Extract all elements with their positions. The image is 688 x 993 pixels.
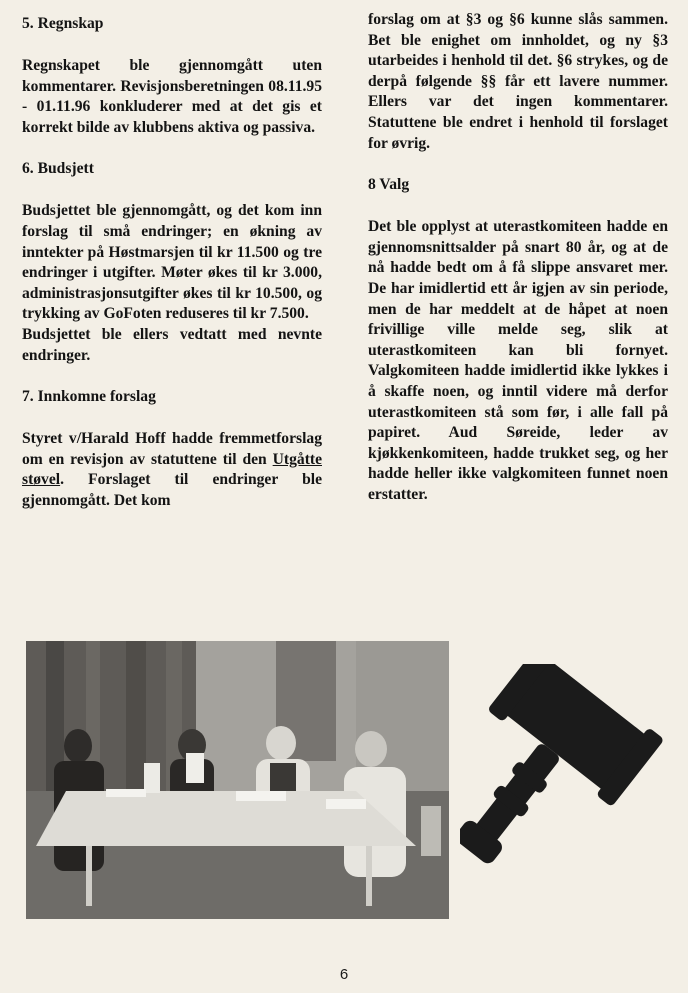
forslag-emphasis: Utgåtte støvel [22, 450, 322, 489]
section-text-valg: Det ble opplyst at uterastkomiteen hadde en gjennomsnittsalder på snart 80 år, og at de nå hadde bedt om å få slippe ansvaret mer. De har imidlertid ett år igjen av sin periode, men de har meddelt at de håpet at noen frivillige ville melde seg, slik at uterastkomiteen kan bli fornyet. Valgkomiteen hadde imidlertid ikke lykkes i å skaffe noen, og inntil videre må derfor uterastkomiteen stå som før, i alle fall på papiret. Aud Søreide, leder av kjøkkenkomiteen, hadde trukket seg, og her hadde heller ikke valgkomiteen funnet noen erstatter. [368, 218, 668, 503]
section-text-continuation: forslag om at §3 og §6 kunne slås sammen. Bet ble enighet om innholdet, og ny §3 utarbeides i henhold til det. §6 strykes, og de derpå følgende §§ får ett lavere nummer. Ellers var det ingen kommentarer. Statuttene ble endret i henhold til forslaget for øvrig. [368, 11, 668, 152]
meeting-photo-image [26, 641, 449, 919]
section-heading-regnskap: 5. Regnskap [22, 15, 104, 32]
forslag-text-end: . Forslaget til endringer ble gjennomgått. Det kom [22, 471, 322, 509]
section-text-regnskap: Regnskapet ble gjennomgått uten kommentarer. Revisjonsberetningen 08.11.95 - 01.11.96 konkluderer med at det gis et korrekt bilde av klubbens aktiva og passiva. [22, 57, 322, 136]
meeting-photo [26, 641, 449, 919]
right-column [368, 10, 668, 526]
forslag-text-start: Styret v/Harald Hoff hadde fremmetforslag om en revisjon av statuttene til den [22, 430, 322, 468]
section-text-budsjett-2: Budsjettet ble ellers vedtatt med nevnte endringer. [22, 325, 322, 364]
section-heading-budsjett: 6. Budsjett [22, 160, 94, 178]
section-text-budsjett: Budsjettet ble gjennomgått, og det kom inn forslag til små endringer; en økning av inntekter på Høstmarsjen til kr 11.500 og tre endringer i utgifter. Møter økes til kr 3.000, administrasjonsutgifter økes til kr 10.500, og trykking av GoFoten reduseres til kr 7.500. [22, 202, 322, 323]
section-heading-innkomne-forslag: 7. Innkomne forslag [22, 388, 156, 406]
gavel-icon [460, 664, 672, 899]
section-text-innkomne-forslag [22, 429, 322, 511]
page-number: 6 [339, 966, 349, 983]
section-heading-valg: 8 Valg [368, 176, 410, 194]
left-column [22, 14, 322, 533]
